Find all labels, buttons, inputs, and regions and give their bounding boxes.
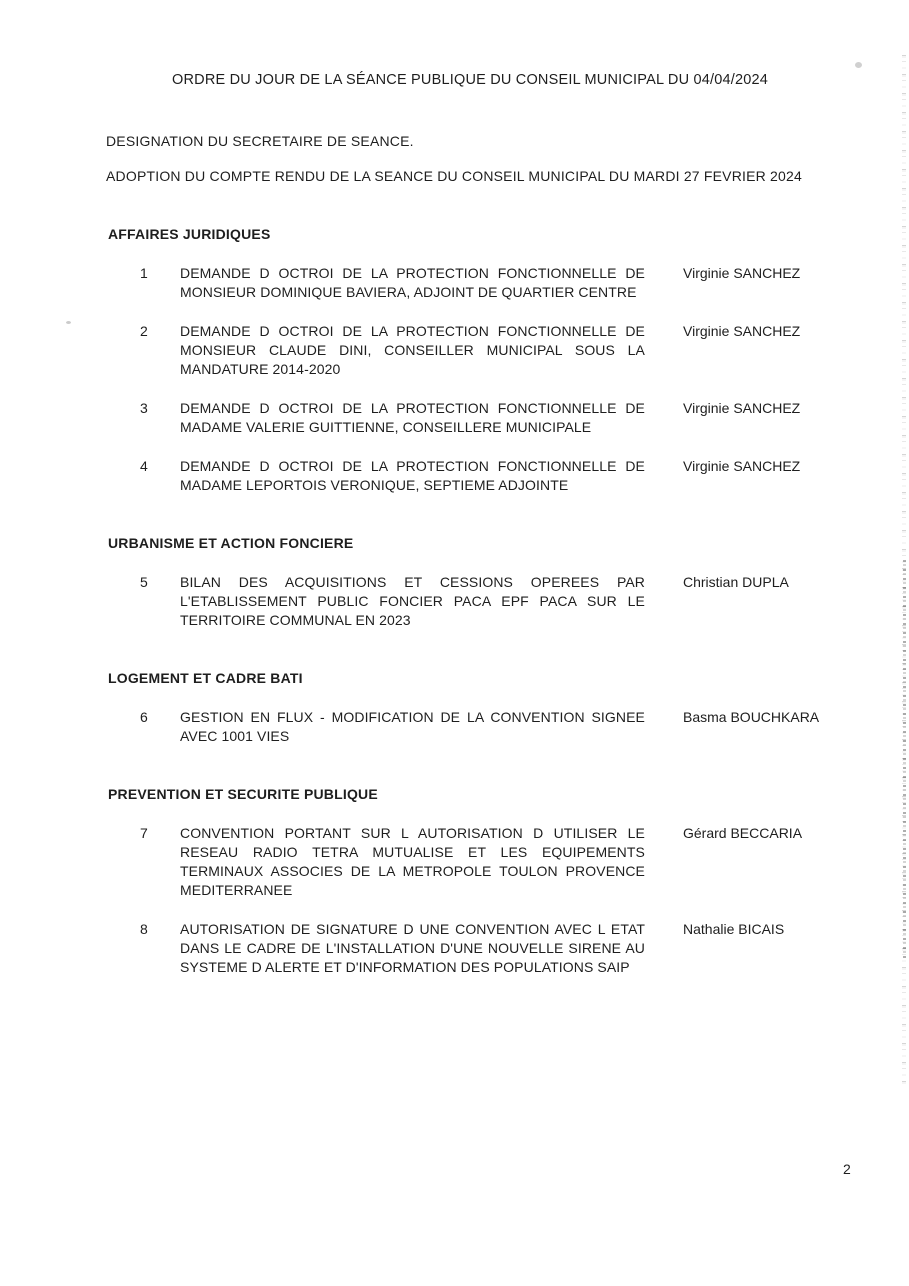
agenda-section (0, 225, 909, 495)
page-title: ORDRE DU JOUR DE LA SÉANCE PUBLIQUE DU CONSEIL MUNICIPAL DU 04/04/2024 (172, 72, 769, 88)
agenda-item (140, 708, 909, 746)
agenda-item-presenter: Gérard BECCARIA (683, 825, 803, 841)
designation-line: DESIGNATION DU SECRETAIRE DE SEANCE. (106, 133, 414, 149)
section-heading: PREVENTION ET SECURITE PUBLIQUE (108, 786, 378, 802)
agenda-item-number: 1 (140, 265, 148, 281)
agenda-item-number: 7 (140, 825, 148, 841)
agenda-item-presenter: Virginie SANCHEZ (683, 265, 801, 281)
agenda-item-number: 2 (140, 323, 148, 339)
agenda-item (140, 399, 909, 437)
agenda-item-presenter: Virginie SANCHEZ (683, 458, 801, 474)
section-items (0, 708, 909, 746)
agenda-item-presenter: Christian DUPLA (683, 574, 789, 590)
scan-speck (855, 62, 862, 68)
section-heading: URBANISME ET ACTION FONCIERE (108, 535, 354, 551)
adoption-line: ADOPTION DU COMPTE RENDU DE LA SEANCE DU CONSEIL MUNICIPAL DU MARDI 27 FEVRIER 2024 (106, 168, 802, 184)
agenda-item-presenter: Virginie SANCHEZ (683, 323, 801, 339)
agenda-item-title: DEMANDE D OCTROI DE LA PROTECTION FONCTIONNELLE DE MADAME VALERIE GUITTIENNE, CONSEILLERE MUNICIPALE (180, 400, 645, 435)
agenda-item-number: 6 (140, 709, 148, 725)
agenda-item-presenter: Basma BOUCHKARA (683, 709, 820, 725)
agenda-item-number: 8 (140, 921, 148, 937)
agenda-item (140, 322, 909, 379)
agenda-item-title: DEMANDE D OCTROI DE LA PROTECTION FONCTIONNELLE DE MONSIEUR CLAUDE DINI, CONSEILLER MUNICIPAL SOUS LA MANDATURE 2014-2020 (180, 323, 645, 377)
section-heading: AFFAIRES JURIDIQUES (108, 226, 271, 242)
agenda-item (140, 824, 909, 900)
agenda-item-title: DEMANDE D OCTROI DE LA PROTECTION FONCTIONNELLE DE MADAME LEPORTOIS VERONIQUE, SEPTIEME ADJOINTE (180, 458, 645, 493)
agenda-section (0, 534, 909, 630)
agenda-item-title: DEMANDE D OCTROI DE LA PROTECTION FONCTIONNELLE DE MONSIEUR DOMINIQUE BAVIERA, ADJOINT DE QUARTIER CENTRE (180, 265, 645, 300)
scan-speck (66, 321, 71, 324)
section-items (0, 264, 909, 495)
sections (0, 225, 909, 977)
page-number: 2 (843, 1161, 851, 1177)
agenda-item-title: AUTORISATION DE SIGNATURE D UNE CONVENTION AVEC L ETAT DANS LE CADRE DE L'INSTALLATION D'UNE NOUVELLE SIRENE AU SYSTEME D ALERTE ET D'INFORMATION DES POPULATIONS SAIP (180, 921, 645, 975)
agenda-item-number: 5 (140, 574, 148, 590)
agenda-item-presenter: Virginie SANCHEZ (683, 400, 801, 416)
scan-noise-strip-dark (903, 560, 906, 960)
section-heading: LOGEMENT ET CADRE BATI (108, 670, 303, 686)
agenda-item (140, 457, 909, 495)
agenda-item-title: BILAN DES ACQUISITIONS ET CESSIONS OPEREES PAR L'ETABLISSEMENT PUBLIC FONCIER PACA EPF PACA SUR LE TERRITOIRE COMMUNAL EN 2023 (180, 574, 645, 628)
agenda-item-title: GESTION EN FLUX - MODIFICATION DE LA CONVENTION SIGNEE AVEC 1001 VIES (180, 709, 645, 744)
agenda-section (0, 785, 909, 977)
agenda-item (140, 573, 909, 630)
agenda-item-number: 4 (140, 458, 148, 474)
agenda-item-number: 3 (140, 400, 148, 416)
agenda-section (0, 669, 909, 746)
agenda-item-title: CONVENTION PORTANT SUR L AUTORISATION D UTILISER LE RESEAU RADIO TETRA MUTUALISE ET LES EQUIPEMENTS TERMINAUX ASSOCIES DE LA METROPOLE TOULON PROVENCE MEDITERRANEE (180, 825, 645, 898)
agenda-item-presenter: Nathalie BICAIS (683, 921, 785, 937)
agenda-item (140, 920, 909, 977)
agenda-item (140, 264, 909, 302)
section-items (0, 573, 909, 630)
section-items (0, 824, 909, 977)
